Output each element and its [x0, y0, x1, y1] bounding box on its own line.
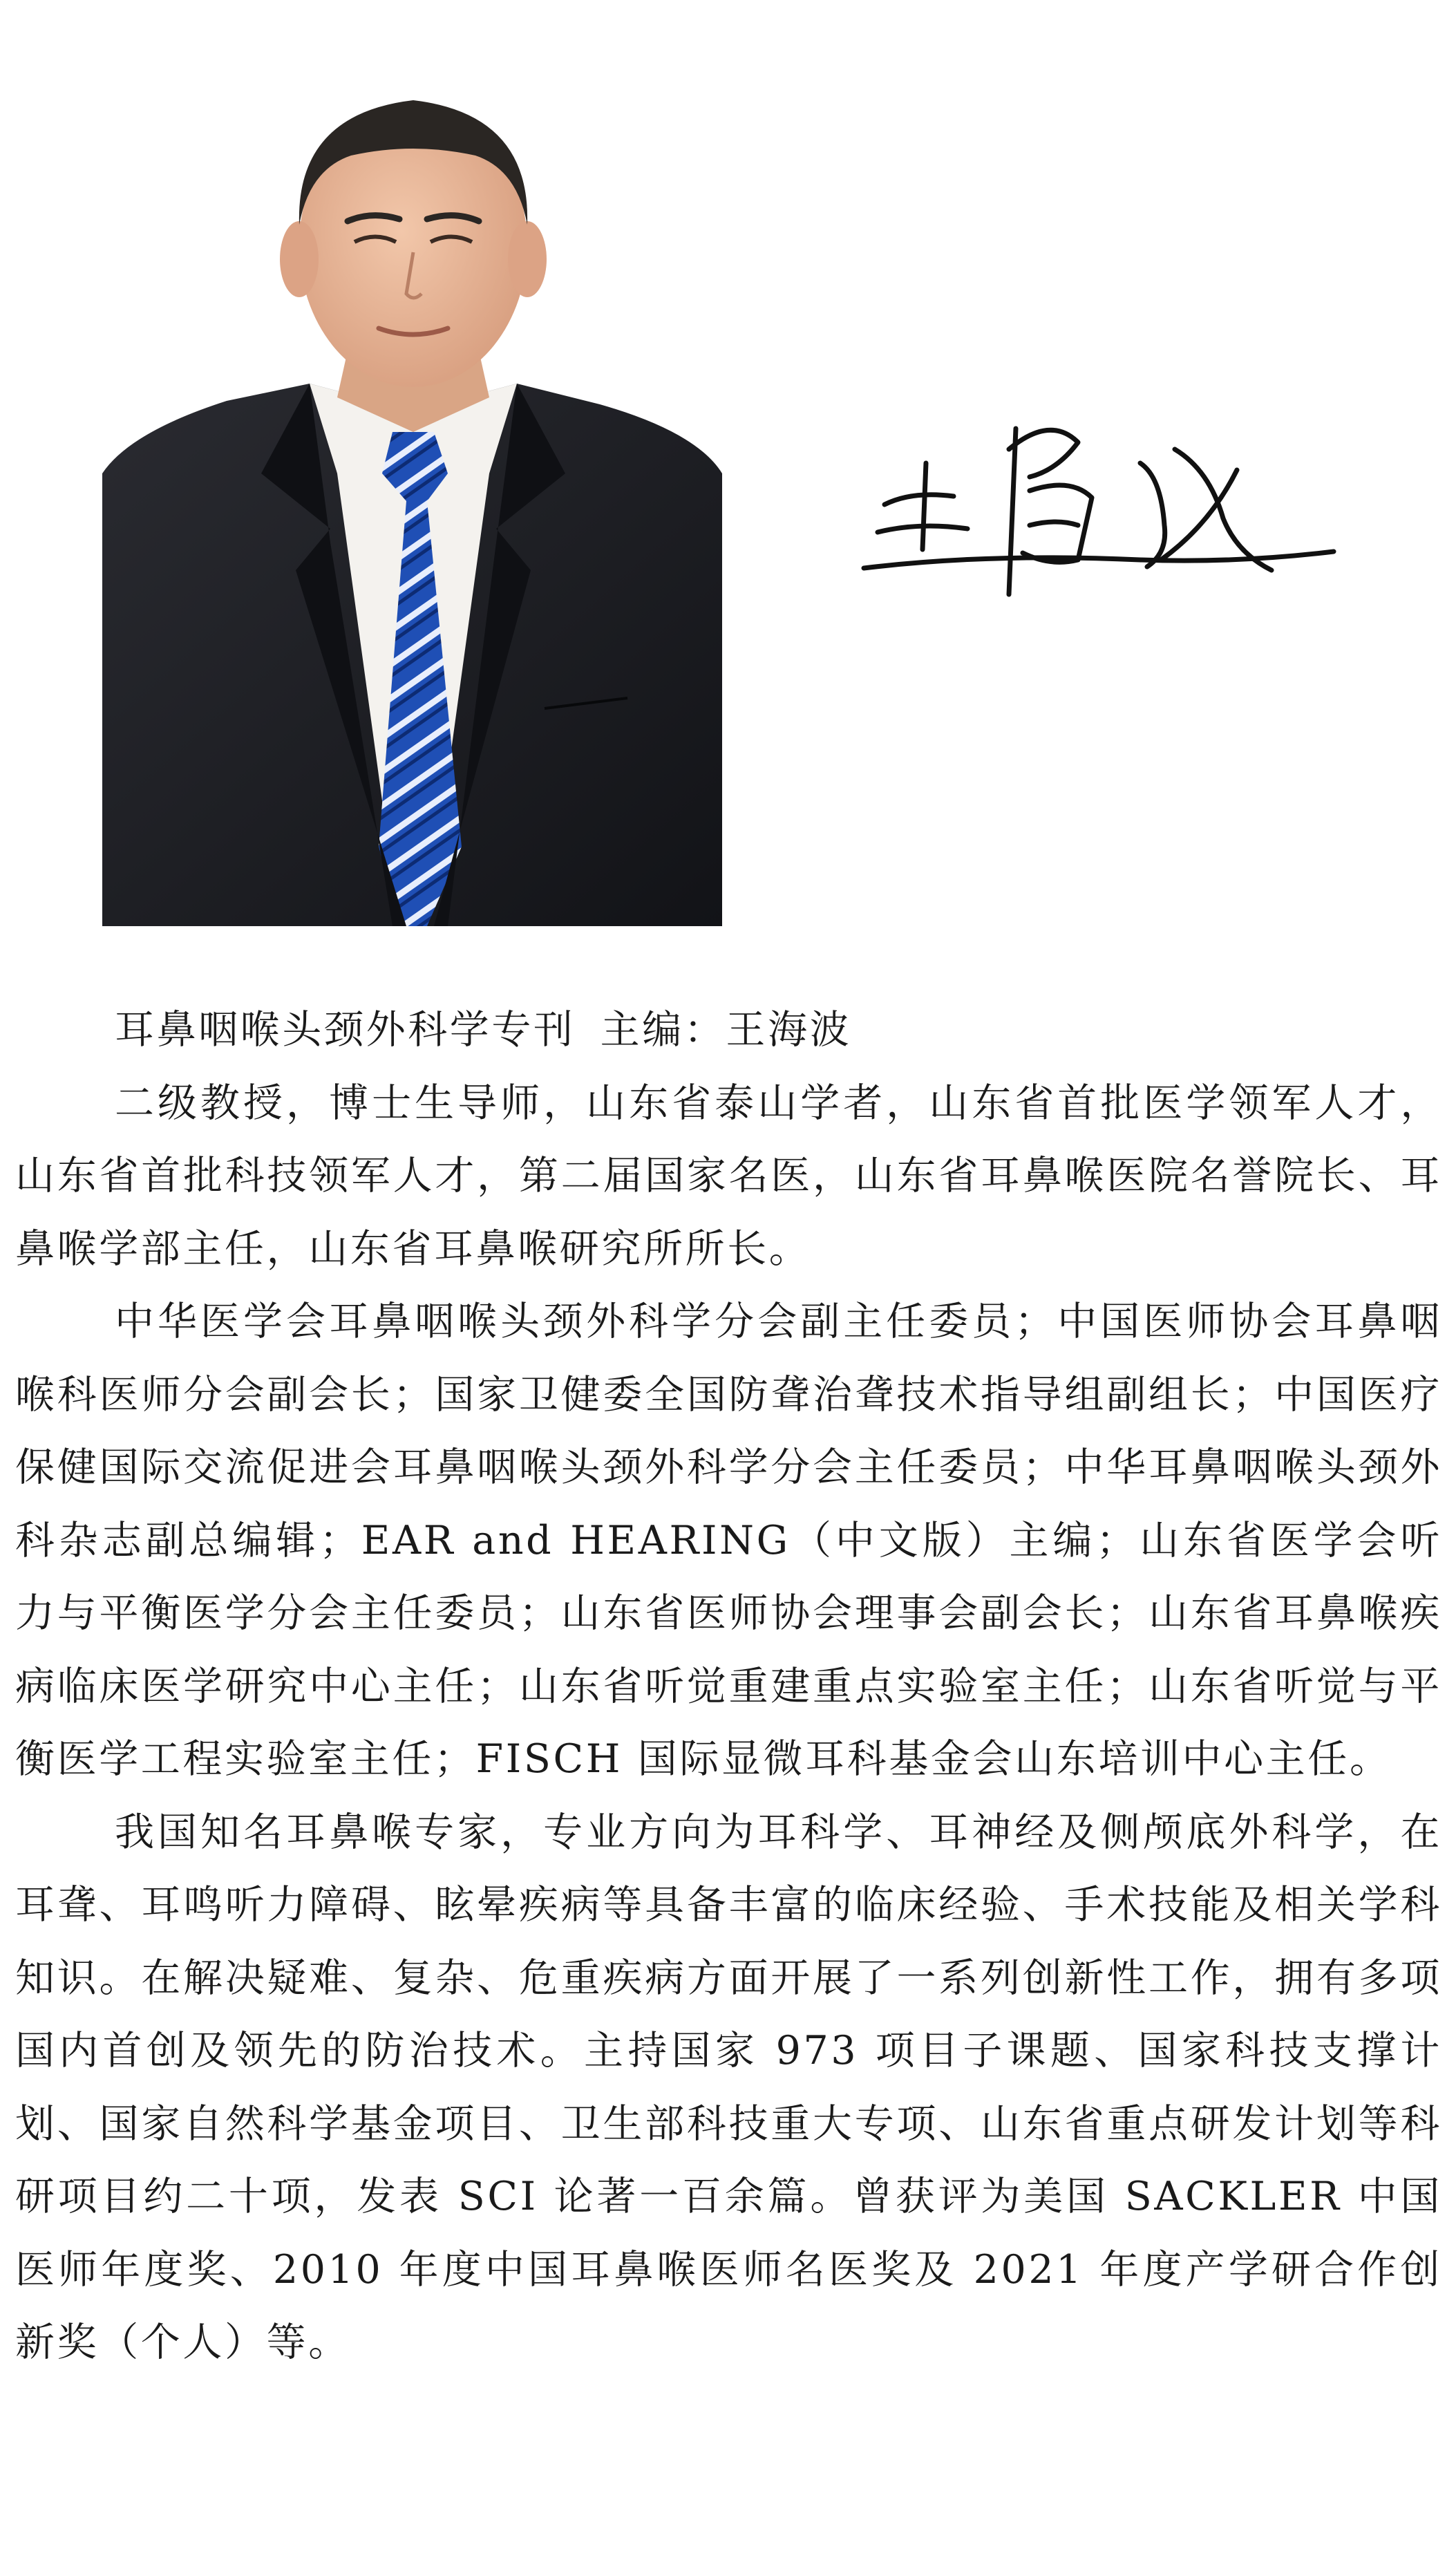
profile-paragraph-achievements: 我国知名耳鼻喉专家，专业方向为耳科学、耳神经及侧颅底外科学，在耳聋、耳鸣听力障碍、眩晕疾病等具备丰富的临床经验、手术技能及相关学科知识。在解决疑难、复杂、危重疾病方面开展了一系列创新性工作，拥有多项国内首创及领先的防治技术。主持国家 973 项目子课题、国家科技支撑计划、国家自然科学基金项目、卫生部科技重大专项、山东省重点研发计划等科研项目约二十项，发表 SCI 论著一百余篇。曾获评为美国 SACKLER 中国医师年度奖、2010 年度中国耳鼻喉医师名医奖及 2021 年度产学研合作创新奖（个人）等。 — [15, 1809, 1442, 2365]
editor-title-line — [15, 994, 1442, 1067]
editor-profile-text — [15, 994, 1442, 2380]
profile-paragraph-positions: 中华医学会耳鼻咽喉头颈外科学分会副主任委员；中国医师协会耳鼻咽喉科医师分会副会长；国家卫健委全国防聋治聋技术指导组副组长；中国医疗保健国际交流促进会耳鼻咽喉头颈外科学分会主任委员；中华耳鼻咽喉头颈外科杂志副总编辑；EAR and HEARING（中文版）主编；山东省医学会听力与平衡医学分会主任委员；山东省医师协会理事会副会长；山东省耳鼻喉疾病临床医学研究中心主任；山东省听觉重建重点实验室主任；山东省听觉与平衡医学工程实验室主任；FISCH 国际显微耳科基金会山东培训中心主任。 — [15, 1299, 1442, 1782]
editor-label: 主编：王海波 — [600, 1007, 852, 1053]
author-portrait-photo — [102, 86, 722, 926]
author-signature — [850, 387, 1348, 622]
journal-label: 耳鼻咽喉头颈外科学专刊 — [115, 1007, 576, 1053]
profile-paragraph-titles: 二级教授，博士生导师，山东省泰山学者，山东省首批医学领军人才，山东省首批科技领军人才，第二届国家名医，山东省耳鼻喉医院名誉院长、耳鼻喉学部主任，山东省耳鼻喉研究所所长。 — [15, 1080, 1442, 1272]
